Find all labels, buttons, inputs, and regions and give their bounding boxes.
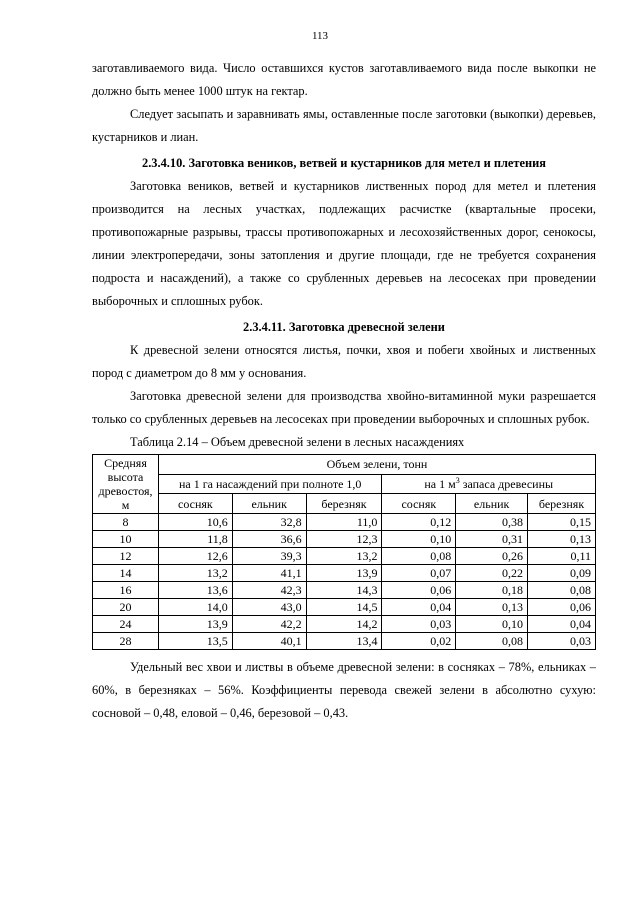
value-cell: 0,18 xyxy=(456,582,528,599)
header-per-m3: на 1 $м^3$ запаса древесины xyxy=(382,474,596,494)
paragraph: Заготовка древесной зелени для производства хвойно-витаминной муки разрешается только со срубленных деревьев на лесосеках при проведении выборочных и сплошных рубок. xyxy=(92,389,596,426)
value-cell: 0,22 xyxy=(456,565,528,582)
value-cell: 11,8 xyxy=(158,531,232,548)
header-per-hectare: на 1 га насаждений при полноте 1,0 xyxy=(158,474,381,494)
height-cell: 12 xyxy=(93,548,159,565)
height-cell: 24 xyxy=(93,616,159,633)
value-cell: 13,6 xyxy=(158,582,232,599)
paragraph: заготавливаемого вида. Число оставшихся кустов заготавливаемого вида после выкопки не должно быть менее 1000 штук на гектар. xyxy=(92,61,596,98)
green-mass-table xyxy=(92,454,596,650)
value-cell: 14,3 xyxy=(306,582,382,599)
height-cell: 20 xyxy=(93,599,159,616)
value-cell: 14,5 xyxy=(306,599,382,616)
value-cell: 13,5 xyxy=(158,633,232,650)
value-cell: 0,13 xyxy=(528,531,596,548)
value-cell: 13,4 xyxy=(306,633,382,650)
value-cell: 40,1 xyxy=(232,633,306,650)
value-cell: 0,08 xyxy=(382,548,456,565)
value-cell: 12,3 xyxy=(306,531,382,548)
table-row xyxy=(93,616,596,633)
paragraph: Заготовка веников, ветвей и кустарников лиственных пород для метел и плетения производится на лесных участках, подлежащих расчистке (квартальные просеки, противопожарные разрывы, трассы противопожарных и лесохозяйственных дорог, сенокосы, линии электропередачи, зоны затопления и другие площади, где не требуется сохранения подроста и насаждений), а также со срубленных деревьев на лесосеках при проведении выборочных и сплошных рубок. xyxy=(92,179,596,308)
value-cell: 13,2 xyxy=(158,565,232,582)
paragraph: Следует засыпать и заравнивать ямы, оставленные после заготовки (выкопки) деревьев, кустарников и лиан. xyxy=(92,107,596,144)
value-cell: 0,12 xyxy=(382,514,456,531)
value-cell: 0,08 xyxy=(528,582,596,599)
value-cell: 0,06 xyxy=(382,582,456,599)
header-species: березняк xyxy=(306,494,382,514)
height-cell: 14 xyxy=(93,565,159,582)
value-cell: 0,07 xyxy=(382,565,456,582)
value-cell: 13,9 xyxy=(306,565,382,582)
value-cell: 0,03 xyxy=(382,616,456,633)
header-species: сосняк xyxy=(382,494,456,514)
value-cell: 43,0 xyxy=(232,599,306,616)
value-cell: 12,6 xyxy=(158,548,232,565)
value-cell: 0,11 xyxy=(528,548,596,565)
value-cell: 13,9 xyxy=(158,616,232,633)
table-row xyxy=(93,633,596,650)
height-cell: 10 xyxy=(93,531,159,548)
table-row xyxy=(93,599,596,616)
page-content xyxy=(92,57,596,725)
value-cell: 13,2 xyxy=(306,548,382,565)
value-cell: 0,13 xyxy=(456,599,528,616)
table-row xyxy=(93,582,596,599)
value-cell: 42,2 xyxy=(232,616,306,633)
header-species: ельник xyxy=(456,494,528,514)
value-cell: 39,3 xyxy=(232,548,306,565)
table-row xyxy=(93,514,596,531)
header-volume: Объем зелени, тонн xyxy=(158,455,595,475)
value-cell: 14,0 xyxy=(158,599,232,616)
value-cell: 0,03 xyxy=(528,633,596,650)
table-row xyxy=(93,531,596,548)
height-cell: 28 xyxy=(93,633,159,650)
value-cell: 14,2 xyxy=(306,616,382,633)
table-row xyxy=(93,548,596,565)
height-cell: 8 xyxy=(93,514,159,531)
table-caption: Таблица 2.14 – Объем древесной зелени в лесных насаждениях xyxy=(130,435,465,449)
value-cell: 0,31 xyxy=(456,531,528,548)
value-cell: 36,6 xyxy=(232,531,306,548)
value-cell: 0,26 xyxy=(456,548,528,565)
value-cell: 10,6 xyxy=(158,514,232,531)
value-cell: 41,1 xyxy=(232,565,306,582)
value-cell: 0,02 xyxy=(382,633,456,650)
header-height: Средняя высота древостоя, м xyxy=(93,455,159,514)
value-cell: 0,04 xyxy=(382,599,456,616)
value-cell: 11,0 xyxy=(306,514,382,531)
value-cell: 0,10 xyxy=(456,616,528,633)
value-cell: 0,08 xyxy=(456,633,528,650)
value-cell: 0,15 xyxy=(528,514,596,531)
paragraph: Удельный вес хвои и листвы в объеме древесной зелени: в сосняках – 78%, ельниках – 60%, в березняках – 56%. Коэффициенты перевода свежей зелени в абсолютно сухую: сосновой – 0,48, еловой – 0,46, березовой – 0,43. xyxy=(92,660,596,720)
value-cell: 0,04 xyxy=(528,616,596,633)
header-species: сосняк xyxy=(158,494,232,514)
value-cell: 42,3 xyxy=(232,582,306,599)
paragraph: К древесной зелени относятся листья, почки, хвоя и побеги хвойных и лиственных пород с диаметром до 8 мм у основания. xyxy=(92,343,596,380)
header-species: ельник xyxy=(232,494,306,514)
value-cell: 32,8 xyxy=(232,514,306,531)
header-species: березняк xyxy=(528,494,596,514)
section-heading: 2.3.4.11. Заготовка древесной зелени xyxy=(243,320,445,334)
value-cell: 0,38 xyxy=(456,514,528,531)
height-cell: 16 xyxy=(93,582,159,599)
value-cell: 0,06 xyxy=(528,599,596,616)
value-cell: 0,09 xyxy=(528,565,596,582)
table-row xyxy=(93,565,596,582)
section-heading: 2.3.4.10. Заготовка веников, ветвей и кустарников для метел и плетения xyxy=(142,156,546,170)
page-number: 113 xyxy=(311,30,329,42)
value-cell: 0,10 xyxy=(382,531,456,548)
